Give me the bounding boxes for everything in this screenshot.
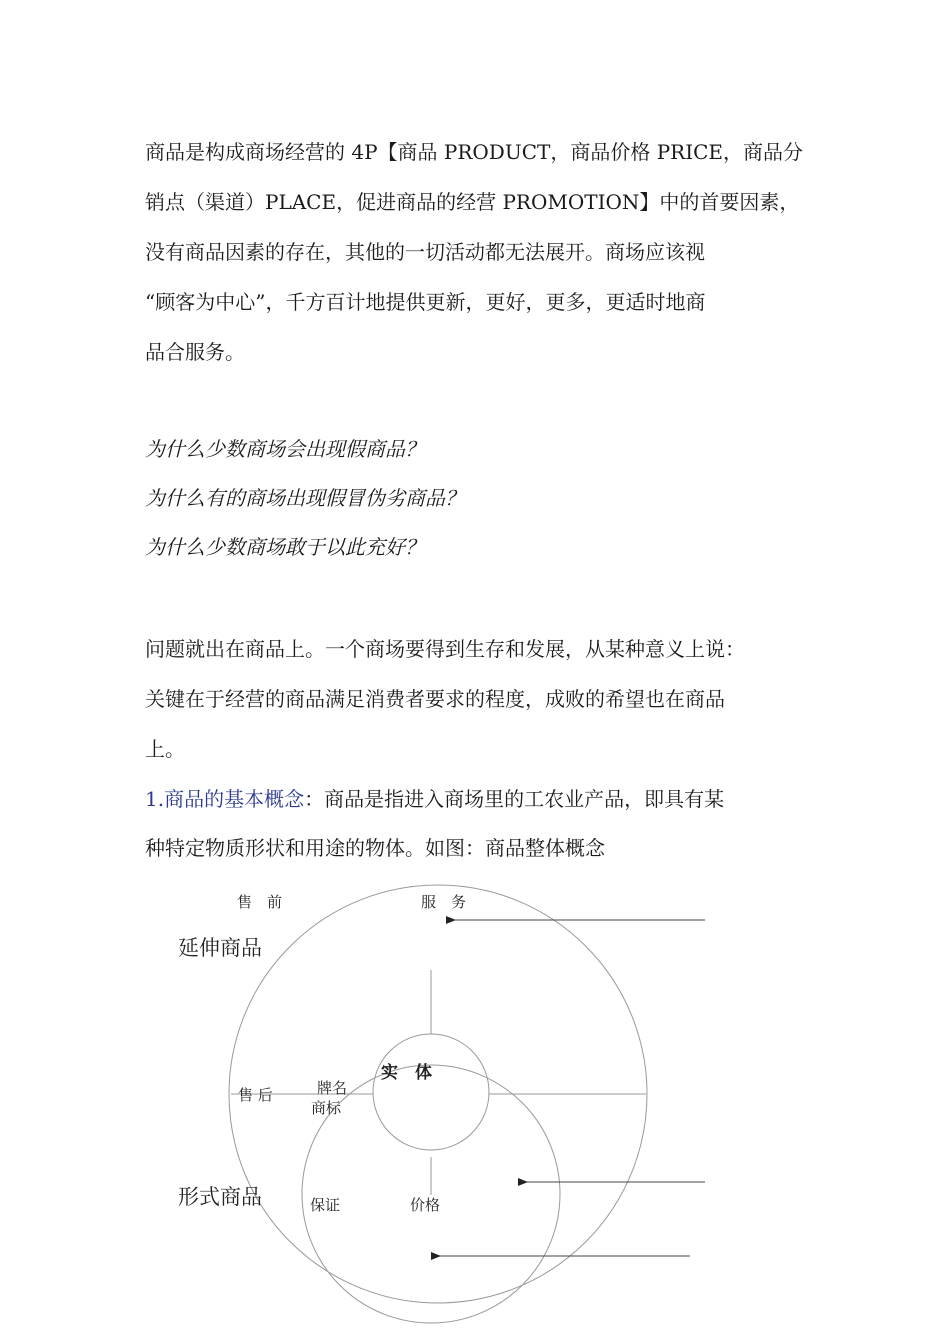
label-brand-name: 牌名: [317, 1079, 348, 1097]
text-line: 种特定物质形状和用途的物体。如图：商品整体概念: [145, 836, 605, 860]
label-after-sale: 售 后: [238, 1086, 273, 1104]
text-line: 上。: [145, 737, 185, 761]
text-line: 品合服务。: [145, 340, 245, 364]
question-item: 为什么少数商场敢于以此充好？: [145, 535, 425, 559]
text-line: 商品是构成商场经营的 4P【商品 PRODUCT，商品价格 PRICE，商品分: [145, 140, 804, 164]
label-extended-product: 延伸商品: [178, 936, 262, 960]
label-formal-product: 形式商品: [178, 1185, 262, 1209]
text-line: 问题就出在商品上。一个商场要得到生存和发展，从某种意义上说：: [145, 637, 745, 661]
text-line: “顾客为中心”，千方百计地提供更新，更好，更多，更适时地商: [145, 290, 706, 314]
question-item: 为什么有的商场出现假冒伪劣商品？: [145, 486, 465, 510]
label-trademark: 商标: [311, 1099, 342, 1117]
section-line: [145, 774, 835, 824]
core-circle: [373, 1034, 489, 1150]
text-line: 销点（渠道）PLACE，促进商品的经营 PROMOTION】中的首要因素，: [145, 190, 800, 214]
label-service: 服 务: [421, 893, 467, 911]
text-line: 关键在于经营的商品满足消费者要求的程度，成败的希望也在商品: [145, 687, 725, 711]
section-heading: 1.商品的基本概念: [145, 787, 305, 811]
question-item: 为什么少数商场会出现假商品？: [145, 437, 425, 461]
label-pre-sale: 售 前: [237, 893, 283, 911]
label-warranty: 保证: [310, 1196, 341, 1214]
text-line: 没有商品因素的存在，其他的一切活动都无法展开。商场应该视: [145, 240, 705, 264]
label-core-entity: 实 体: [381, 1063, 432, 1083]
label-price: 价格: [410, 1196, 441, 1214]
product-concept-diagram: [0, 860, 950, 1344]
section-text: ：商品是指进入商场里的工农业产品，即具有某: [304, 787, 725, 811]
